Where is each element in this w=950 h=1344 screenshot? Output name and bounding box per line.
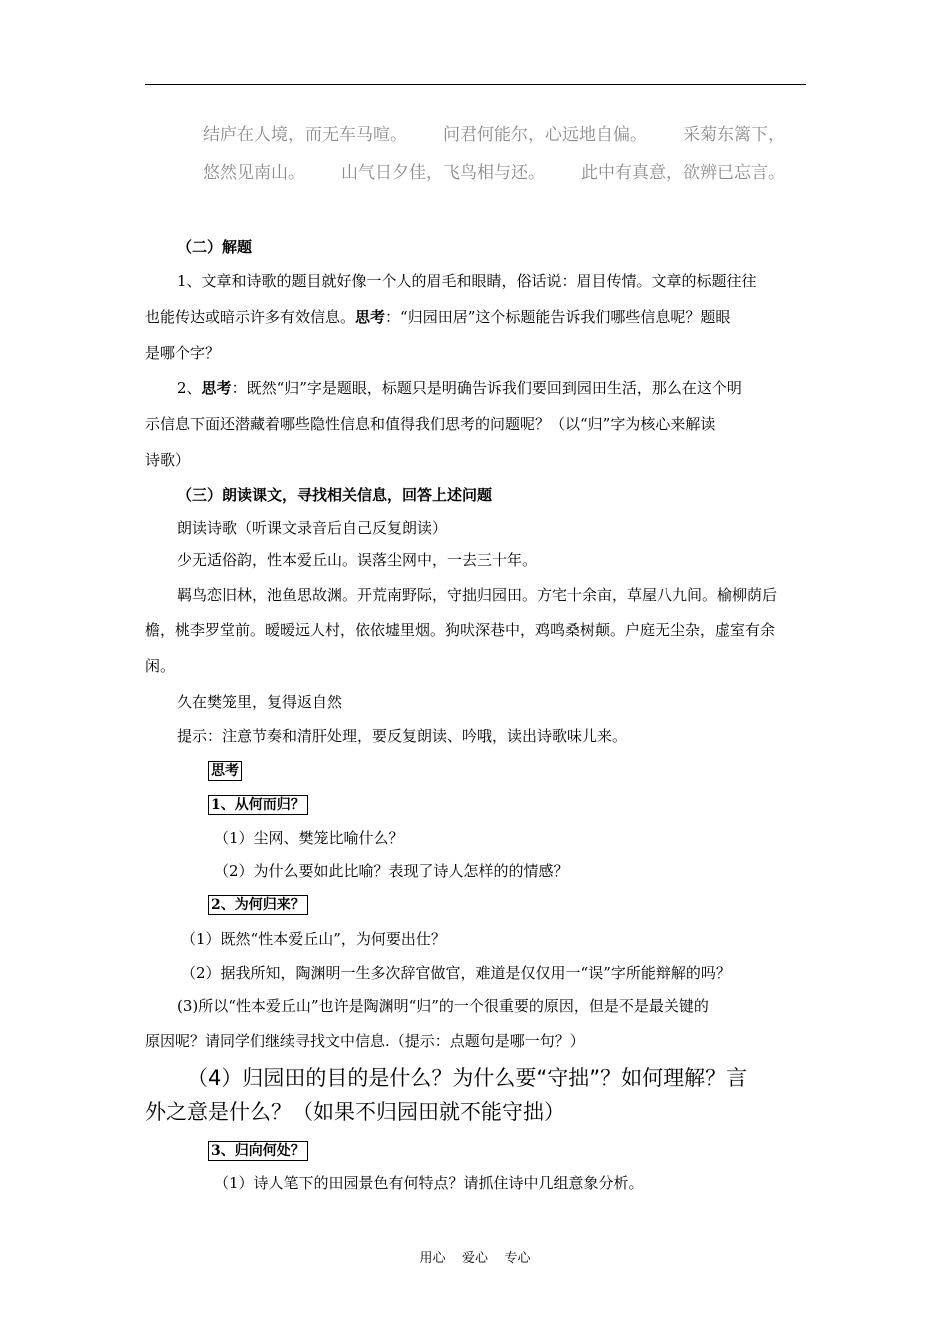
question-item: （1）尘网、樊笼比喻什么？ <box>214 829 404 847</box>
question-item: （1）诗人笔下的田园景色有何特点？请抓住诗中几组意象分析。 <box>214 1174 644 1192</box>
section-heading: （二）解题 <box>177 238 253 256</box>
question-title: 2、为何归来？ <box>208 895 308 915</box>
paragraph-line: 1、文章和诗歌的题目就好像一个人的眉毛和眼睛，俗话说：眉目传情。文章的标题往往 <box>177 272 757 290</box>
header-rule <box>145 84 806 85</box>
tip-text: 提示：注意节奏和清肝处理，要反复朗读、吟哦，读出诗歌味儿来。 <box>177 727 628 745</box>
poem-line-2 <box>203 162 785 184</box>
poem-phrase: 问君何能尔，心远地自偏。 <box>443 125 647 145</box>
question-item: （2）为什么要如此比喻？表现了诗人怎样的的情感？ <box>214 862 569 880</box>
poem-phrase: 此中有真意，欲辨已忘言。 <box>581 163 785 183</box>
think-box: 思考 <box>208 761 242 781</box>
poem-verse: 久在樊笼里，复得返自然 <box>177 693 343 711</box>
question-title: 1、从何而归？ <box>208 795 308 815</box>
question-item: （2）据我所知，陶渊明一生多次辞官做官，难道是仅仅用一“误”字所能辩解的吗？ <box>181 964 731 982</box>
poem-phrase: 结庐在人境，而无车马喧。 <box>203 125 407 145</box>
poem-phrase: 悠然见南山。 <box>203 163 305 183</box>
paragraph-line: 示信息下面还潜藏着哪些隐性信息和值得我们思考的问题呢？（以“归”字为核心来解读 <box>145 415 716 433</box>
text-run: ：“归园田居”这个标题能告诉我们哪些信息呢？题眼 <box>385 308 731 326</box>
poem-verse: 闲。 <box>145 657 176 675</box>
poem-verse: 羁鸟恋旧林，池鱼思故渊。开荒南野际，守拙归园田。方宅十余亩，草屋八九间。榆柳荫后 <box>177 586 778 604</box>
poem-phrase: 山气日夕佳，飞鸟相与还。 <box>341 163 545 183</box>
poem-line-1 <box>203 124 785 146</box>
paragraph-line: 诗歌） <box>145 451 191 469</box>
poem-verse: 少无适俗韵，性本爱丘山。误落尘网中，一去三十年。 <box>177 551 538 569</box>
text-run: ：既然“归”字是题眼，标题只是明确告诉我们要回到园田生活，那么在这个明 <box>231 379 742 397</box>
question-title-row <box>208 894 308 915</box>
question-item-large: （4）归园田的目的是什么？为什么要“守拙”？如何理解？言 <box>187 1066 748 1090</box>
paragraph-line: 朗读诗歌（听课文录音后自己反复朗读） <box>177 519 448 537</box>
think-label-inline: 思考 <box>201 379 232 397</box>
text-run: 2、 <box>177 379 202 397</box>
section-heading: （三）朗读课文，寻找相关信息，回答上述问题 <box>177 486 493 504</box>
question-item: 原因呢？请同学们继续寻找文中信息.（提示：点题句是哪一句？） <box>145 1032 585 1050</box>
poem-verse: 檐，桃李罗堂前。暧暧远人村，依依墟里烟。狗吠深巷中，鸡鸣桑树颠。户庭无尘杂，虚室有余 <box>145 621 776 639</box>
text-run: 也能传达或暗示许多有效信息。 <box>145 308 356 326</box>
page-footer: 用心 爱心 专心 <box>419 1251 531 1266</box>
paragraph-line <box>177 378 742 398</box>
question-title-row <box>208 794 308 815</box>
question-title: 3、归向何处？ <box>208 1141 308 1161</box>
paragraph-line <box>145 307 730 327</box>
question-item: （1）既然“性本爱丘山”，为何要出仕？ <box>181 930 446 948</box>
poem-phrase: 采菊东篱下， <box>683 125 785 145</box>
question-title-row <box>208 1140 308 1161</box>
question-item-large: 外之意是什么？（如果不归园田就不能守拙） <box>145 1100 565 1124</box>
think-label <box>208 760 242 781</box>
think-label-inline: 思考 <box>355 308 386 326</box>
question-item: (3)所以“性本爱丘山”也许是陶渊明“归”的一个很重要的原因，但是不是最关键的 <box>177 997 709 1015</box>
paragraph-line: 是哪个字？ <box>145 344 221 362</box>
